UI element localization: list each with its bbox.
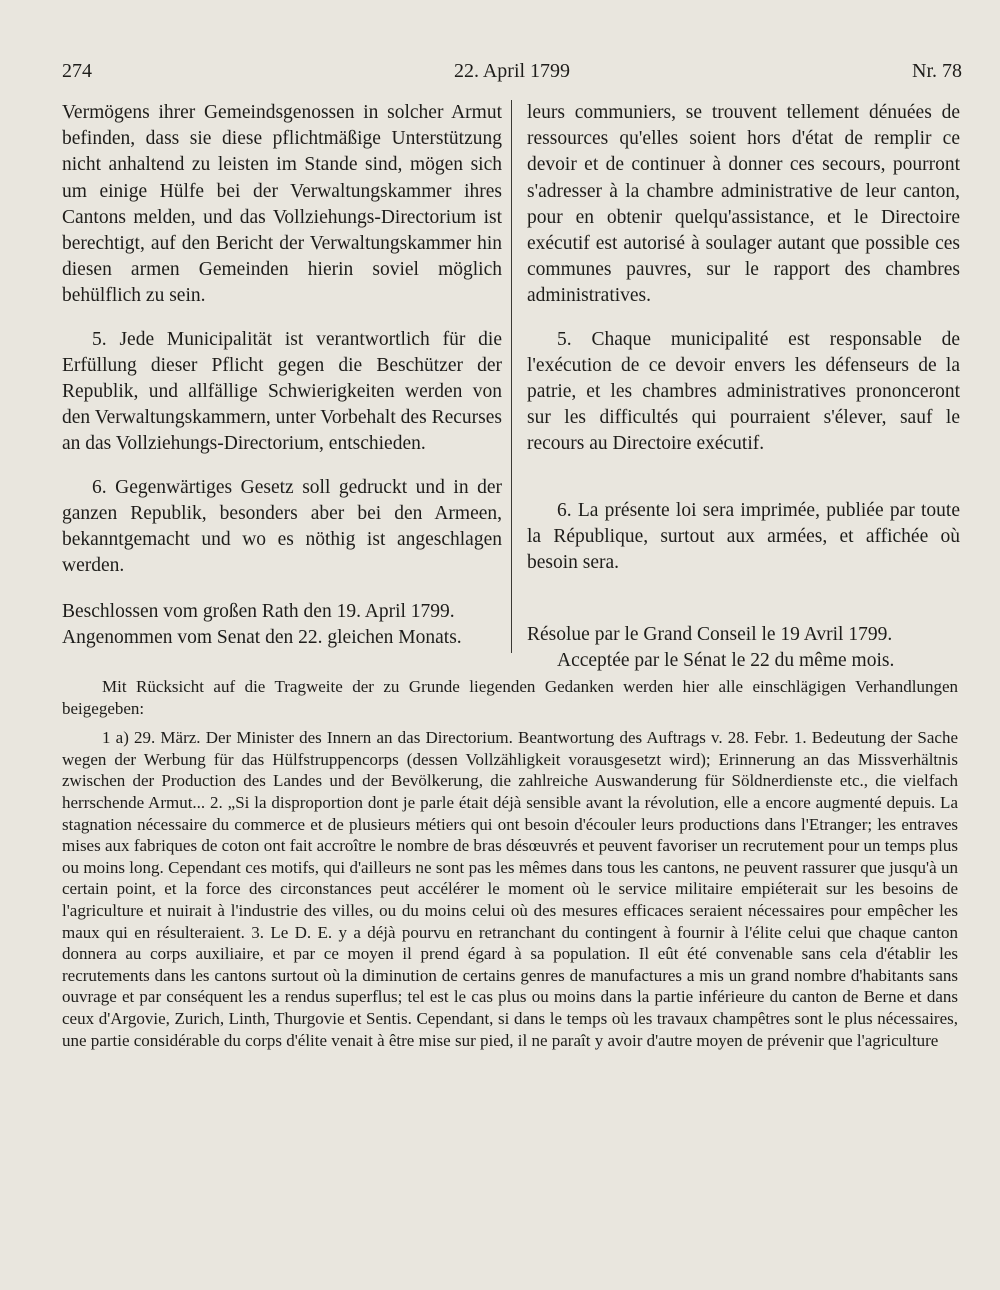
- french-paragraph-5: 5. Chaque municipalité est responsable de l'exécution de ce devoir envers les défenseurs de la patrie, et les chambres administratives prononceront sur les difficultés qui pourraient s'élever, sauf le recours au Directoire exécutif.: [527, 328, 960, 455]
- german-paragraph-intro: Vermögens ihrer Gemeindsgenossen in solcher Armut befinden, dass sie diese pflichtmäßige Unterstützung nicht anhaltend zu leisten im Stande sind, mögen sich um einige Hülfe bei der Verwaltungskammer ihres Cantons melden, und das Vollziehungs-Directorium ist berechtigt, auf den Bericht der Verwaltungskammer hin diesen armen Gemeinden hierin soviel möglich behülflich zu sein.: [62, 102, 502, 307]
- page-header: [62, 60, 962, 88]
- german-resolution-line: Beschlossen vom großen Rath den 19. April 1799.: [62, 601, 455, 623]
- german-paragraph-6: 6. Gegenwärtiges Gesetz soll gedruckt und in der ganzen Republik, besonders aber bei den Armeen, bekanntgemacht und wo es nöthig ist angeschlagen werden.: [62, 476, 502, 577]
- bilingual-columns: [62, 100, 962, 672]
- notes-intro: Mit Rücksicht auf die Tragweite der zu Grunde liegenden Gedanken werden hier alle einschlägigen Verhandlungen beigegeben:: [62, 677, 958, 718]
- french-acceptance-line: Acceptée par le Sénat le 22 du même mois.: [557, 650, 895, 672]
- document-number: Nr. 78: [912, 60, 962, 82]
- french-paragraph-6: 6. La présente loi sera imprimée, publiée par toute la République, surtout aux armées, et affichée où besoin sera.: [527, 499, 960, 574]
- header-date: 22. April 1799: [453, 60, 571, 82]
- notes-body: 1 a) 29. März. Der Minister des Innern an das Directorium. Beantwortung des Auftrags v. 28. Febr. 1. Bedeutung der Sache wegen der Werbung für das Hülfstruppencorps (dessen Vollzähligkeit vorausgesetzt wird); Erinnerung an das Missverhältnis zwischen der Production des Landes und der Bevölkerung, die zahlreiche Auswanderung für Söldnerdienste etc., die vielfach herrschende Armut... 2. „Si la disproportion dont je parle était déjà sensible avant la révolution, elle a encore augmenté depuis. La stagnation nécessaire du commerce et de plusieurs métiers qui ont besoin d'écouler leurs productions dans l'Etranger; les entraves mises aux fabriques de coton ont fait accroître le nombre de bras désœuvrés et peuvent favoriser un recrutement pour un temps plus ou moins long. Cependant ces motifs, qui d'ailleurs ne sont pas les mêmes dans tous les cantons, ne peuvent rassurer que jusqu'à un certain point, et la force des circonstances peut accélérer le moment où le service militaire empiéterait sur les besoins de l'agriculture et nuirait à l'industrie des villes, ou du moins celui où des mesures efficaces seraient nécessaires pour empêcher les maux qui en résulteraient. 3. Le D. E. y a déjà pourvu en retranchant du contingent à fournir à l'élite celui que chaque canton donnera au corps auxiliaire, et par ce moyen il prend égard à sa population. Il eût été convenable sans cela d'établir les recrutements dans les cantons surtout où la diminution de certains genres de manufactures a mis un grand nombre d'habitants sans ouvrage et par conséquent les a rendus superflus; tel est le cas plus ou moins dans la partie inférieure du canton de Berne et dans ceux d'Argovie, Zurich, Linth, Thurgovie et Sentis. Cependant, si dans le temps où les travaux champêtres sont le plus nécessaires, une partie considérable du corps d'élite venait à être mise sur pied, il ne paraît y avoir d'autre moyen de prévenir que l'agriculture: [62, 728, 958, 1050]
- column-divider: [511, 100, 512, 653]
- editorial-notes: [62, 676, 958, 1051]
- french-paragraph-intro: leurs communiers, se trouvent tellement dénuées de ressources qu'elles soient hors d'état de remplir ce devoir et de continuer à donner ces secours, pourront s'adresser à la chambre administrative de leur canton, pour en obtenir quelqu'assistance, et le Directoire exécutif est autorisé à soulager autant que possible ces communes pauvres, sur le rapport des chambres administratives.: [527, 102, 960, 307]
- german-column: [62, 100, 502, 651]
- french-column: [527, 100, 960, 674]
- german-paragraph-5: 5. Jede Municipalität ist verantwortlich für die Erfüllung dieser Pflicht gegen die Beschützer der Republik, und allfällige Schwierigkeiten werden von den Verwaltungskammern, unter Vorbehalt des Recurses an das Vollziehungs-Directorium, entschieden.: [62, 328, 502, 455]
- page-number: 274: [62, 60, 92, 82]
- german-acceptance-line: Angenommen vom Senat den 22. gleichen Monats.: [62, 627, 462, 649]
- french-resolution-line: Résolue par le Grand Conseil le 19 Avril 1799.: [527, 624, 893, 646]
